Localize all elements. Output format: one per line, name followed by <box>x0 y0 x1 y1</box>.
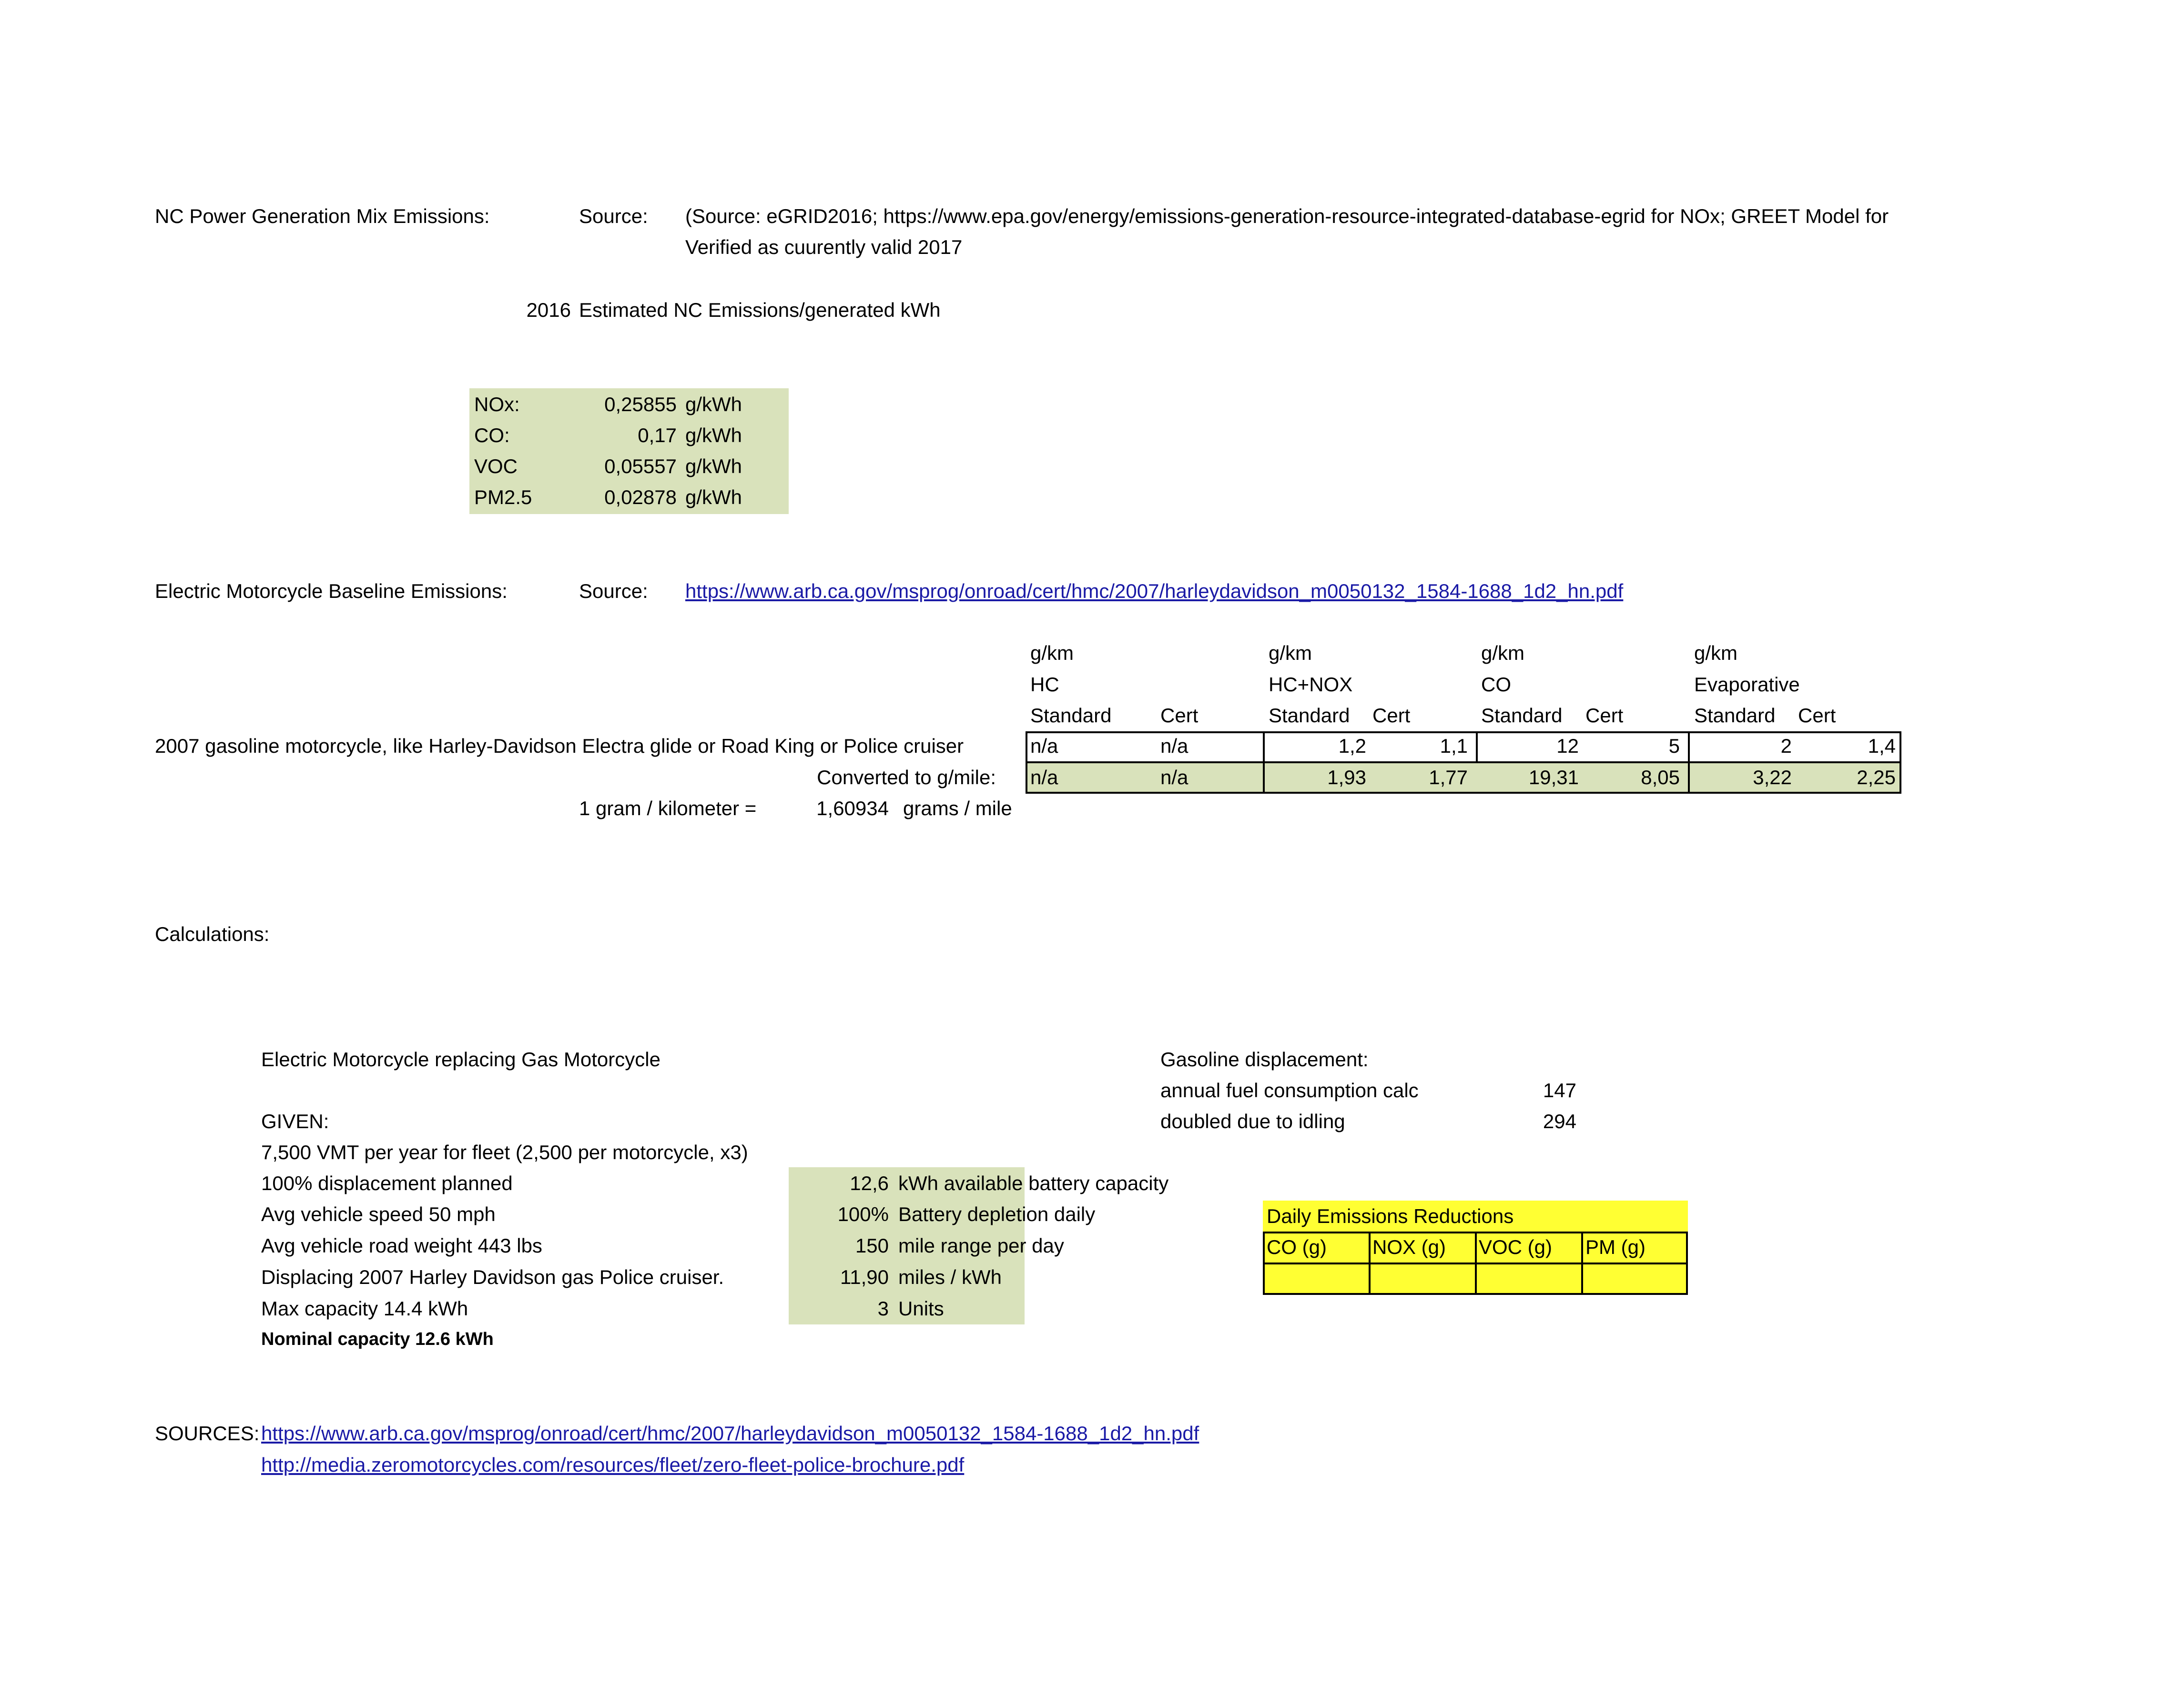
group-name-label: CO <box>1481 673 1511 696</box>
sources-label: SOURCES: <box>155 1422 260 1445</box>
nc-row-unit: g/kWh <box>685 424 742 446</box>
battery-label: kWh available battery capacity <box>898 1172 1169 1194</box>
nc-row-value: 0,02878 <box>604 486 677 508</box>
source-link[interactable]: https://www.arb.ca.gov/msprog/onroad/cert/hmc/2007/harleydavidson_m0050132_1584-1688_1d2_hn.pdf <box>261 1422 1199 1445</box>
calculations-title: Calculations: <box>155 923 270 945</box>
reductions-header: PM (g) <box>1585 1236 1646 1258</box>
battery-value: 3 <box>877 1297 889 1320</box>
given-item: Displacing 2007 Harley Davidson gas Police cruiser. <box>261 1266 724 1288</box>
baseline-section-title: Electric Motorcycle Baseline Emissions: <box>155 580 508 602</box>
converted-value-cell: n/a <box>1160 766 1189 788</box>
converted-value-cell: 2,25 <box>1857 766 1896 788</box>
nc-row-label: NOx: <box>474 393 520 415</box>
converted-value-cell: 19,31 <box>1528 766 1579 788</box>
given-item: 7,500 VMT per year for fleet (2,500 per motorcycle, x3) <box>261 1141 748 1163</box>
converted-value-cell: 1,93 <box>1327 766 1366 788</box>
converted-value-cell: 1,77 <box>1429 766 1468 788</box>
given-label: GIVEN: <box>261 1110 329 1132</box>
converted-value-cell: n/a <box>1030 766 1058 788</box>
nc-year: 2016 <box>526 299 571 321</box>
conversion-left-label: 1 gram / kilometer = <box>579 797 757 819</box>
nc-estimated-label: Estimated NC Emissions/generated kWh <box>579 299 941 321</box>
nc-source-verified: Verified as cuurently valid 2017 <box>685 236 963 258</box>
nc-row-value: 0,25855 <box>604 393 677 415</box>
battery-value: 100% <box>837 1203 889 1225</box>
group-standard-header: Standard <box>1481 704 1563 727</box>
nc-row-unit: g/kWh <box>685 393 742 415</box>
reductions-title: Daily Emissions Reductions <box>1267 1205 1514 1227</box>
given-item: Avg vehicle speed 50 mph <box>261 1203 496 1225</box>
baseline-value-cell: 1,2 <box>1338 735 1366 757</box>
gas-row-label: doubled due to idling <box>1160 1110 1345 1132</box>
nc-row-label: PM2.5 <box>474 486 532 508</box>
converted-label: Converted to g/mile: <box>817 766 996 788</box>
group-cert-header: Cert <box>1585 704 1624 727</box>
nc-row-label: CO: <box>474 424 510 446</box>
nc-row-unit: g/kWh <box>685 486 742 508</box>
reductions-header: NOX (g) <box>1372 1236 1446 1258</box>
baseline-value-cell: 1,1 <box>1440 735 1468 757</box>
nominal-capacity-note: Nominal capacity 12.6 kWh <box>261 1329 494 1349</box>
group-cert-header: Cert <box>1160 704 1199 727</box>
baseline-source-label: Source: <box>579 580 648 602</box>
group-standard-header: Standard <box>1269 704 1350 727</box>
group-name-label: HC+NOX <box>1269 673 1353 696</box>
baseline-table-border <box>1263 731 1265 794</box>
group-cert-header: Cert <box>1798 704 1836 727</box>
nc-row-unit: g/kWh <box>685 455 742 477</box>
baseline-source-link[interactable]: https://www.arb.ca.gov/msprog/onroad/cert/hmc/2007/harleydavidson_m0050132_1584-1688_1d2_hn.pdf <box>685 580 1624 602</box>
baseline-value-cell: n/a <box>1160 735 1189 757</box>
battery-value: 11,90 <box>840 1266 889 1288</box>
given-item: 100% displacement planned <box>261 1172 513 1194</box>
battery-label: mile range per day <box>898 1234 1064 1257</box>
battery-label: Units <box>898 1297 944 1320</box>
reductions-table-border <box>1686 1232 1688 1295</box>
group-unit-label: g/km <box>1269 642 1312 664</box>
baseline-value-cell: 1,4 <box>1868 735 1896 757</box>
conversion-value: 1,60934 <box>816 797 889 819</box>
battery-label: Battery depletion daily <box>898 1203 1096 1225</box>
nc-source-label: Source: <box>579 205 648 227</box>
baseline-value-cell: n/a <box>1030 735 1058 757</box>
baseline-table-border <box>1026 761 1901 763</box>
nc-row-value: 0,17 <box>638 424 677 446</box>
group-unit-label: g/km <box>1481 642 1525 664</box>
reductions-header: VOC (g) <box>1479 1236 1553 1258</box>
battery-value: 150 <box>855 1234 889 1257</box>
baseline-table-border <box>1026 731 1901 733</box>
nc-source-text: (Source: eGRID2016; https://www.epa.gov/energy/emissions-generation-resource-integrated-database-egrid for NOx; GREET Model for <box>685 205 1889 227</box>
reductions-table-border <box>1369 1232 1371 1295</box>
source-link[interactable]: http://media.zeromotorcycles.com/resources/fleet/zero-fleet-police-brochure.pdf <box>261 1454 965 1476</box>
baseline-value-cell: 2 <box>1780 735 1792 757</box>
reductions-table-border <box>1581 1232 1583 1295</box>
reductions-table-border <box>1475 1232 1477 1295</box>
group-name-label: HC <box>1030 673 1059 696</box>
battery-label: miles / kWh <box>898 1266 1002 1288</box>
baseline-table-border <box>1026 792 1901 794</box>
group-name-label: Evaporative <box>1694 673 1800 696</box>
group-standard-header: Standard <box>1030 704 1112 727</box>
baseline-table-border <box>1026 731 1027 794</box>
battery-value: 12,6 <box>850 1172 889 1194</box>
gas-row-label: annual fuel consumption calc <box>1160 1079 1419 1101</box>
given-item: Avg vehicle road weight 443 lbs <box>261 1234 542 1257</box>
converted-value-cell: 8,05 <box>1641 766 1680 788</box>
conversion-right-label: grams / mile <box>903 797 1012 819</box>
gas-displacement-title: Gasoline displacement: <box>1160 1048 1369 1071</box>
calculations-heading: Electric Motorcycle replacing Gas Motorcycle <box>261 1048 660 1071</box>
group-cert-header: Cert <box>1372 704 1411 727</box>
baseline-value-cell: 12 <box>1556 735 1579 757</box>
group-unit-label: g/km <box>1694 642 1738 664</box>
given-item: Max capacity 14.4 kWh <box>261 1297 468 1320</box>
gas-row-value: 147 <box>1543 1079 1576 1101</box>
group-standard-header: Standard <box>1694 704 1776 727</box>
baseline-value-cell: 5 <box>1668 735 1680 757</box>
nc-section-title: NC Power Generation Mix Emissions: <box>155 205 490 227</box>
group-unit-label: g/km <box>1030 642 1074 664</box>
nc-row-value: 0,05557 <box>604 455 677 477</box>
nc-row-label: VOC <box>474 455 518 477</box>
baseline-table-border <box>1900 731 1901 794</box>
reductions-header: CO (g) <box>1267 1236 1327 1258</box>
baseline-table-border <box>1688 731 1690 794</box>
baseline-row-label: 2007 gasoline motorcycle, like Harley-Davidson Electra glide or Road King or Police cruiser <box>155 735 964 757</box>
baseline-table-border <box>1476 731 1478 763</box>
converted-value-cell: 3,22 <box>1753 766 1792 788</box>
gas-row-value: 294 <box>1543 1110 1576 1132</box>
reductions-table-border <box>1263 1232 1265 1295</box>
